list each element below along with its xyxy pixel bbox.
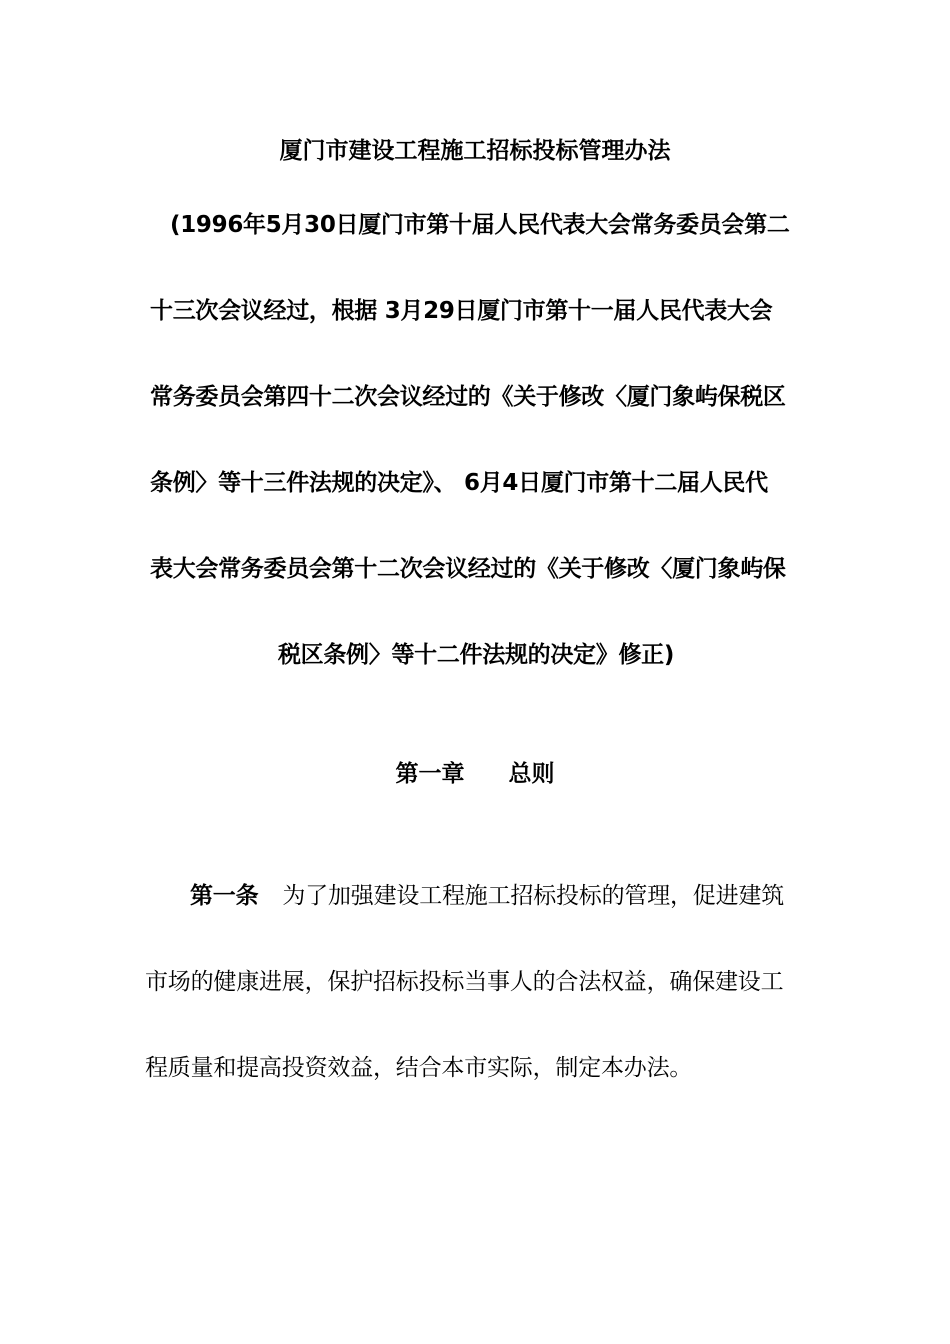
- preamble-line: 常务委员会第四十二次会议经过的《关于修改〈厦门象屿保税区: [150, 384, 786, 410]
- preamble-line: 条例〉等十三件法规的决定》、 6月4日厦门市第十二届人民代: [150, 470, 768, 496]
- article-text: 为了加强建设工程施工招标投标的管理，促进建筑: [282, 883, 785, 909]
- preamble-line: 税区条例〉等十二件法规的决定》修正): [277, 642, 675, 668]
- preamble-line: 表大会常务委员会第十二次会议经过的《关于修改〈厦门象屿保: [150, 556, 786, 582]
- chapter-number: 第一章: [395, 761, 465, 787]
- article-label: 第一条: [190, 883, 259, 909]
- chapter-name: 总则: [508, 761, 555, 787]
- preamble-line: (1996年5月30日厦门市第十届人民代表大会常务委员会第二: [170, 212, 790, 238]
- article-1: [145, 876, 805, 1134]
- preamble-line: 十三次会议经过，根据 3月29日厦门市第十一届人民代表大会: [150, 298, 773, 324]
- preamble: [150, 205, 802, 721]
- article-line: 市场的健康进展，保护招标投标当事人的合法权益，确保建设工: [145, 969, 784, 995]
- article-line: [145, 876, 805, 962]
- article-line: 程质量和提高投资效益，结合本市实际，制定本办法。: [145, 1055, 693, 1081]
- document-title: 厦门市建设工程施工招标投标管理办法: [279, 138, 671, 164]
- chapter-heading: [0, 754, 950, 794]
